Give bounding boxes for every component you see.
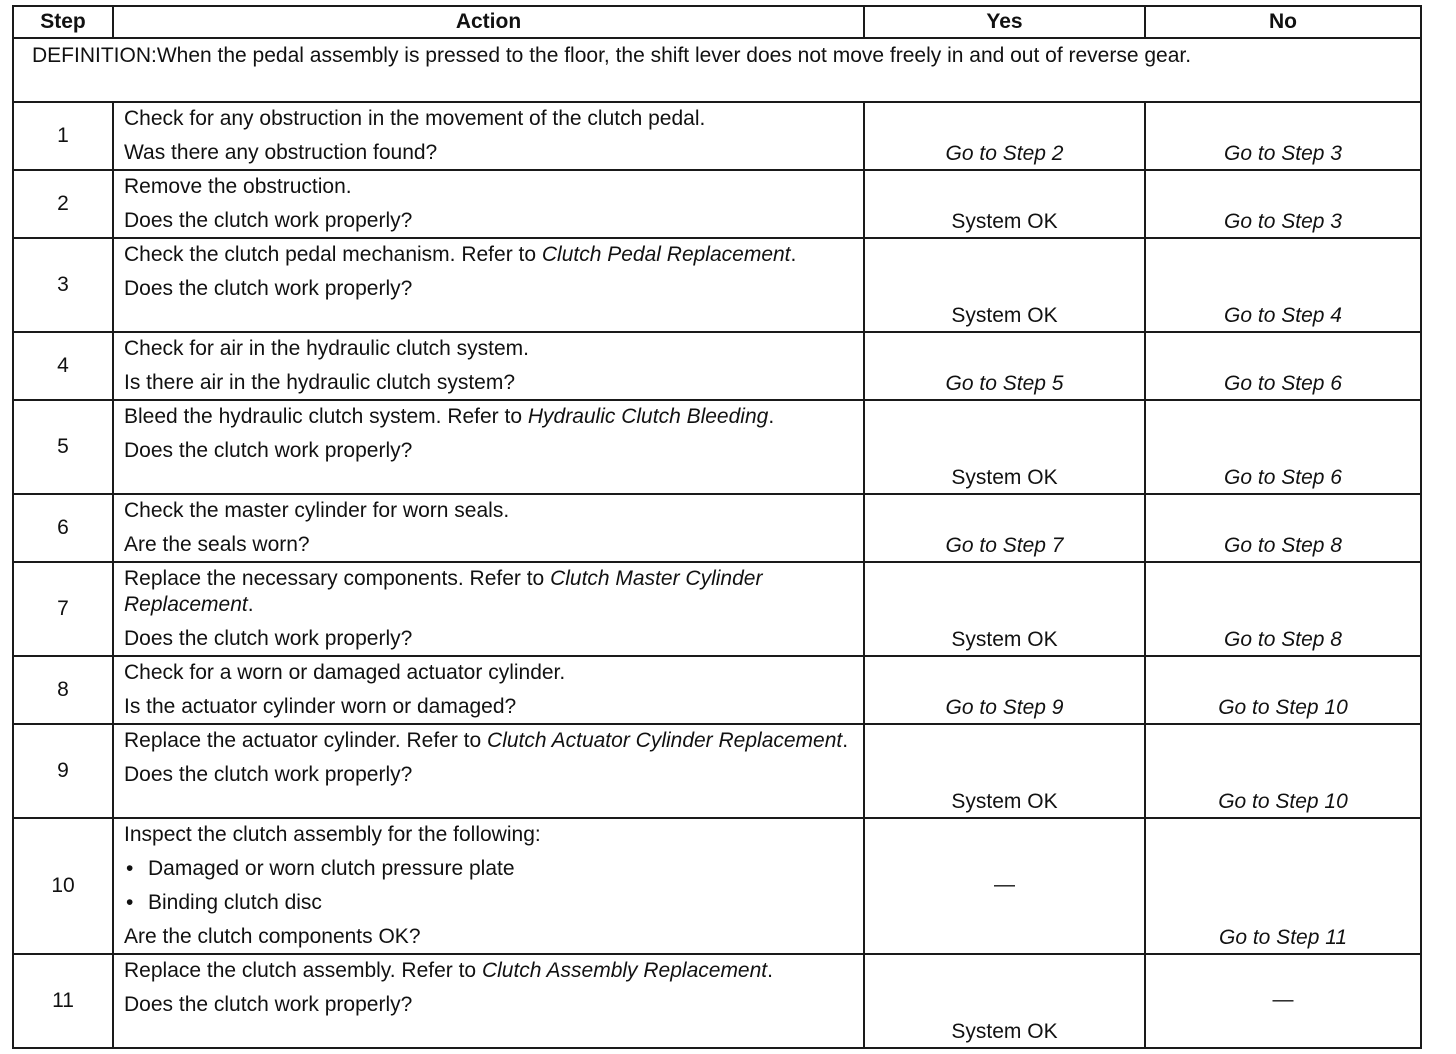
- step-number: 10: [13, 818, 113, 954]
- header-action: Action: [113, 6, 864, 38]
- action-text: Inspect the clutch assembly for the following:: [124, 823, 541, 846]
- no-answer: Go to Step 8: [1145, 494, 1421, 562]
- definition-text: DEFINITION:When the pedal assembly is pressed to the floor, the shift lever does not move freely in and out of reverse gear.: [13, 38, 1421, 102]
- action-cell: [113, 954, 864, 1048]
- action-text: Check for any obstruction in the movement of the clutch pedal.: [124, 107, 706, 130]
- yes-answer: Go to Step 7: [864, 494, 1145, 562]
- diagnostic-table: [12, 5, 1422, 1049]
- table-row: [13, 332, 1421, 400]
- step-number: 6: [13, 494, 113, 562]
- no-answer: Go to Step 3: [1145, 102, 1421, 170]
- action-cell: [113, 494, 864, 562]
- action-text: Check for a worn or damaged actuator cylinder.: [124, 661, 566, 684]
- reference-link: Clutch Actuator Cylinder Replacement: [487, 729, 843, 752]
- table-row: [13, 400, 1421, 494]
- yes-answer: System OK: [864, 724, 1145, 818]
- action-cell: [113, 724, 864, 818]
- table-row: [13, 170, 1421, 238]
- no-answer: Go to Step 4: [1145, 238, 1421, 332]
- table-row: [13, 238, 1421, 332]
- action-text: Check the clutch pedal mechanism. Refer to Clutch Pedal Replacement.: [124, 243, 797, 266]
- step-number: 9: [13, 724, 113, 818]
- question-text: Does the clutch work properly?: [124, 209, 413, 232]
- question-text: Does the clutch work properly?: [124, 439, 413, 462]
- action-cell: [113, 818, 864, 954]
- table-row: [13, 494, 1421, 562]
- header-row: [13, 6, 1421, 38]
- no-answer: Go to Step 6: [1145, 332, 1421, 400]
- question-text: Is there air in the hydraulic clutch system?: [124, 371, 516, 394]
- action-cell: [113, 332, 864, 400]
- question-text: Does the clutch work properly?: [124, 763, 413, 786]
- yes-answer: System OK: [864, 562, 1145, 656]
- reference-link: Clutch Assembly Replacement: [481, 959, 768, 982]
- no-answer: Go to Step 10: [1145, 724, 1421, 818]
- table-row: [13, 818, 1421, 954]
- yes-answer: Go to Step 2: [864, 102, 1145, 170]
- action-cell: [113, 170, 864, 238]
- question-text: Are the seals worn?: [124, 533, 310, 556]
- reference-link: Clutch Pedal Replacement: [541, 243, 791, 266]
- action-text: Check for air in the hydraulic clutch system.: [124, 337, 529, 360]
- bullet-item: • Binding clutch disc: [124, 890, 853, 916]
- question-text: Does the clutch work properly?: [124, 627, 413, 650]
- step-number: 11: [13, 954, 113, 1048]
- yes-answer: System OK: [864, 170, 1145, 238]
- action-cell: [113, 102, 864, 170]
- step-number: 4: [13, 332, 113, 400]
- question-text: Does the clutch work properly?: [124, 993, 413, 1016]
- definition-row: [13, 38, 1421, 102]
- question-text: Is the actuator cylinder worn or damaged?: [124, 695, 517, 718]
- action-cell: [113, 656, 864, 724]
- action-cell: [113, 562, 864, 656]
- action-text: Replace the clutch assembly. Refer to Clutch Assembly Replacement.: [124, 959, 773, 982]
- table-row: [13, 954, 1421, 1048]
- step-number: 7: [13, 562, 113, 656]
- question-text: Was there any obstruction found?: [124, 141, 438, 164]
- table-row: [13, 724, 1421, 818]
- yes-answer: System OK: [864, 238, 1145, 332]
- no-answer: Go to Step 3: [1145, 170, 1421, 238]
- no-answer: Go to Step 6: [1145, 400, 1421, 494]
- header-yes: Yes: [864, 6, 1145, 38]
- bullet-item: • Damaged or worn clutch pressure plate: [124, 856, 853, 882]
- step-number: 8: [13, 656, 113, 724]
- no-answer: Go to Step 11: [1145, 818, 1421, 954]
- step-number: 2: [13, 170, 113, 238]
- step-number: 5: [13, 400, 113, 494]
- yes-answer: Go to Step 9: [864, 656, 1145, 724]
- action-text: Remove the obstruction.: [124, 175, 352, 198]
- action-cell: [113, 238, 864, 332]
- action-text: Bleed the hydraulic clutch system. Refer to Hydraulic Clutch Bleeding.: [124, 405, 775, 428]
- action-cell: [113, 400, 864, 494]
- yes-answer: Go to Step 5: [864, 332, 1145, 400]
- question-text: Are the clutch components OK?: [124, 925, 421, 948]
- table-row: [13, 102, 1421, 170]
- reference-link: Clutch Master Cylinder Replacement: [124, 567, 763, 616]
- no-answer: —: [1145, 954, 1421, 1048]
- action-text: Check the master cylinder for worn seals.: [124, 499, 510, 522]
- yes-answer: System OK: [864, 954, 1145, 1048]
- step-number: 1: [13, 102, 113, 170]
- no-answer: Go to Step 8: [1145, 562, 1421, 656]
- header-step: Step: [13, 6, 113, 38]
- header-no: No: [1145, 6, 1421, 38]
- reference-link: Hydraulic Clutch Bleeding: [527, 405, 769, 428]
- step-number: 3: [13, 238, 113, 332]
- question-text: Does the clutch work properly?: [124, 277, 413, 300]
- action-text: Replace the actuator cylinder. Refer to Clutch Actuator Cylinder Replacement.: [124, 729, 849, 752]
- action-text: Replace the necessary components. Refer to Clutch Master Cylinder Replacement.: [124, 567, 763, 616]
- no-answer: Go to Step 10: [1145, 656, 1421, 724]
- yes-answer: —: [864, 818, 1145, 954]
- yes-answer: System OK: [864, 400, 1145, 494]
- table-row: [13, 562, 1421, 656]
- table-row: [13, 656, 1421, 724]
